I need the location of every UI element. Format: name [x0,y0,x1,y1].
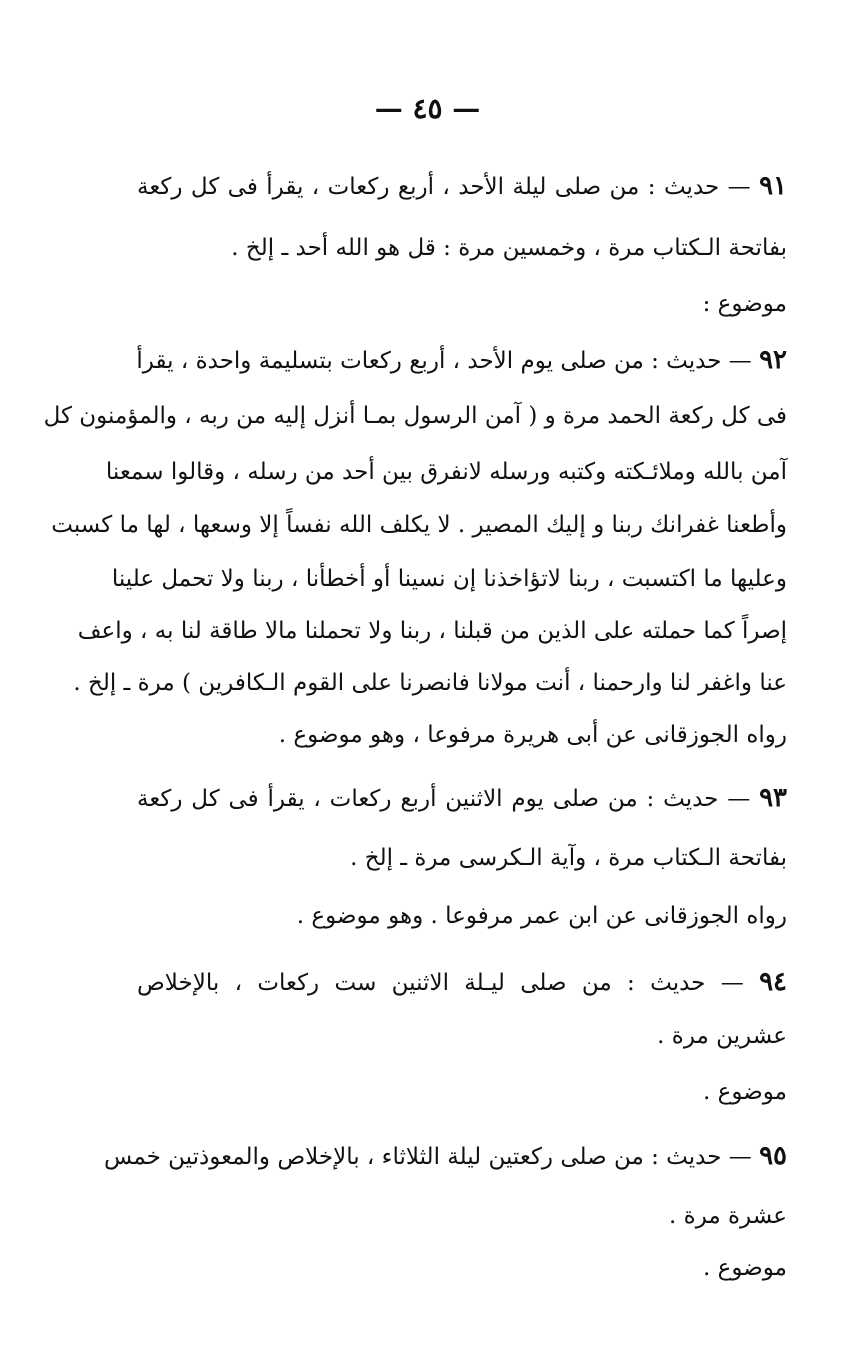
line-text: فى كل ركعة الحمد مرة و ( آمن الرسول بمـا أنزل إليه من ربه ، والمؤمنون كل [43,403,787,429]
line-text: : من صلى ركعتين ليلة الثلاثاء ، بالإخلاص والمعوذتين خمس [104,1144,659,1170]
hadith-label: — حديث [666,1144,752,1170]
hadith-number: ٩٣ [759,783,787,813]
line-text: عشرين مرة . [657,1023,787,1049]
line-text: : من صلى ليلة الأحد ، أربع ركعات ، يقرأ فى كل ركعة [137,174,656,200]
line-text: وعليها ما اكتسبت ، ربنا لاتؤاخذنا إن نسينا أو أخطأنا ، ربنا ولا تحمل علينا [111,566,787,592]
hadith-number: ٩٢ [759,345,787,375]
line-text: آمن بالله وملائـكته وكتبه ورسله لانفرق بين أحد من رسله ، وقالوا سمعنا [105,459,787,485]
line-text: رواه الجوزقانى عن ابن عمر مرفوعا . وهو موضوع . [296,903,787,929]
line-text: موضوع . [703,1079,787,1105]
line-text: بفاتحة الـكتاب مرة ، وآية الـكرسى مرة ـ إلخ . [350,845,787,871]
hadith-93-line-1 [137,778,787,819]
hadith-92-source [137,715,787,755]
hadith-91-verdict [137,284,787,324]
page-number: — ٤٥ — [374,92,481,125]
hadith-92-line-5 [111,559,787,599]
line-text: إصراً كما حملته على الذين من قبلنا ، ربنا ولا تحملنا مالا طاقة لنا به ، واعف [77,618,787,644]
line-text: عشرة مرة . [669,1203,787,1229]
hadith-92-line-2 [43,396,787,436]
hadith-label: — حديث [666,348,752,374]
hadith-94-verdict [137,1072,787,1112]
hadith-95-line-1 [104,1136,787,1177]
hadith-92-line-1 [137,340,787,381]
line-text: بفاتحة الـكتاب مرة ، وخمسين مرة : قل هو الله أحد ـ إلخ . [231,235,787,261]
hadith-92-line-7 [73,663,787,703]
line-text: موضوع . [703,1255,787,1281]
hadith-92-line-4 [51,505,787,545]
hadith-92-line-3 [105,452,787,492]
hadith-94-line-2 [137,1016,787,1056]
hadith-91-line-1 [137,166,787,207]
hadith-number: ٩٥ [759,1141,787,1171]
line-text: موضوع : [702,291,787,317]
line-text: عنا واغفر لنا وارحمنا ، أنت مولانا فانصرنا على القوم الـكافرين ) مرة ـ إلخ . [73,670,787,696]
line-text: : من صلى يوم الاثنين أربع ركعات ، يقرأ فى كل ركعة [137,786,655,812]
line-text: : من صلى يوم الأحد ، أربع ركعات بتسليمة واحدة ، يقرأ [136,348,659,374]
hadith-94-line-1 [137,962,787,1003]
line-text: رواه الجوزقانى عن أبى هريرة مرفوعا ، وهو موضوع . [278,722,787,748]
hadith-92-line-6 [77,611,787,651]
hadith-93-line-2 [137,838,787,878]
line-text: وأطعنا غفرانك ربنا و إليك المصير . لا يكلف الله نفساً إلا وسعها ، لها ما كسبت [51,512,787,538]
hadith-95-line-2 [137,1196,787,1236]
hadith-91-line-2 [137,228,787,268]
hadith-label: — حديث [650,970,744,996]
hadith-number: ٩١ [759,171,788,201]
hadith-label: — حديث [663,174,751,200]
hadith-95-verdict [137,1248,787,1288]
hadith-93-source [137,896,787,936]
hadith-number: ٩٤ [759,967,787,997]
line-text: : من صلى ليـلة الاثنين ست ركعات ، بالإخلاص [137,970,635,996]
hadith-label: — حديث [663,786,751,812]
